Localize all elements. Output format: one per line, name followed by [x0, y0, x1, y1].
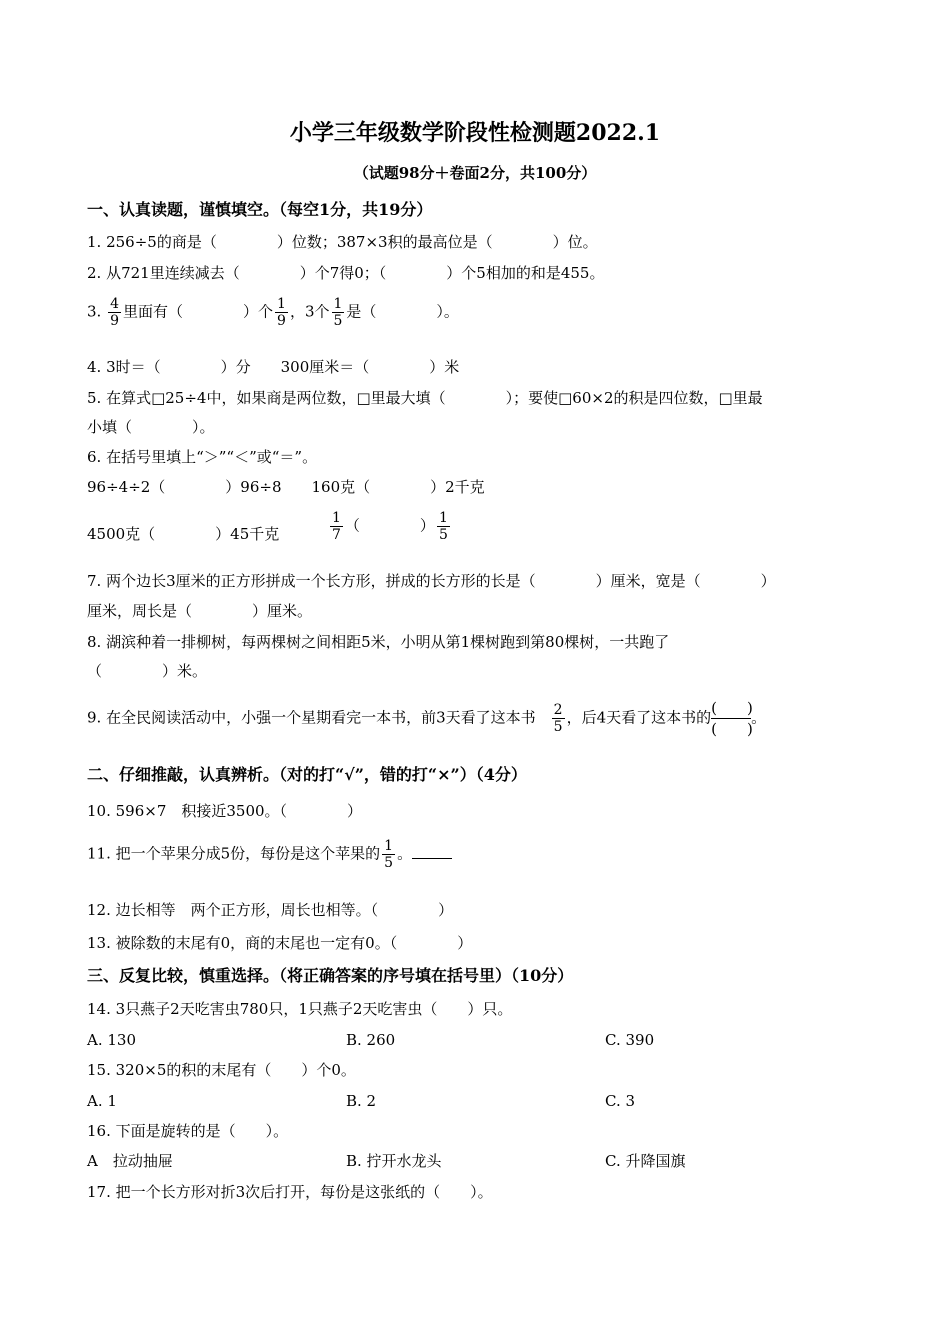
- question-17: 17. 把一个长方形对折3次后打开，每份是这张纸的（ ）。: [87, 1183, 493, 1201]
- fraction-numerator: 1: [438, 510, 448, 526]
- question-2: 2. 从721里连续减去（ ）个7得0；（ ）个5相加的和是455。: [87, 264, 605, 282]
- fraction-1-5: [382, 838, 395, 871]
- question-16-option-c: C. 升降国旗: [605, 1152, 686, 1170]
- question-7-line-1: 7. 两个边长3厘米的正方形拼成一个长方形，拼成的长方形的长是（ ）厘米，宽是（ ）: [87, 572, 776, 590]
- fraction-denominator: 7: [332, 527, 341, 543]
- question-6-fraction-compare: [328, 510, 452, 543]
- question-9: [87, 698, 766, 739]
- question-8-line-1: 8. 湖滨种着一排柳树，每两棵树之间相距5米，小明从第1棵树跑到第80棵树，一共跑了: [87, 633, 670, 651]
- fraction-numerator: 1: [332, 510, 341, 526]
- question-11-text-2: 。: [397, 844, 413, 863]
- question-5-line-1: 5. 在算式□25÷4中，如果商是两位数，□里最大填（ ）；要使□60×2的积是四位数，□里最: [87, 389, 763, 407]
- question-7-line-2: 厘米，周长是（ ）厘米。: [87, 602, 313, 620]
- fraction-denominator: 5: [438, 527, 448, 543]
- question-12: 12. 边长相等 两个正方形，周长也相等。（ ）: [87, 901, 454, 919]
- question-6: 6. 在括号里填上“＞”“＜”或“＝”。: [87, 448, 318, 466]
- fraction-numerator: 1: [277, 296, 286, 312]
- section-heading-3: 三、反复比较，慎重选择。（将正确答案的序号填在括号里）（10分）: [87, 966, 574, 985]
- fraction-denominator: 9: [110, 313, 120, 329]
- question-10: 10. 596×7 积接近3500。（ ）: [87, 802, 363, 820]
- fraction-1-7: [330, 510, 343, 543]
- question-6-row-1: 96÷4÷2（ ）96÷8 160克（ ）2千克: [87, 478, 485, 496]
- question-15: 15. 320×5的积的末尾有（ ）个0。: [87, 1061, 356, 1079]
- question-3: [87, 296, 459, 329]
- fraction-1-5: [437, 510, 450, 543]
- question-9-text-3: 。: [751, 708, 767, 727]
- blank-denominator: ( ): [711, 720, 753, 738]
- fraction-4-9: [108, 296, 121, 329]
- question-14: 14. 3只燕子2天吃害虫780只，1只燕子2天吃害虫（ ）只。: [87, 1000, 513, 1018]
- fraction-denominator: 9: [277, 313, 286, 329]
- question-9-text-2: ，后4天看了这本书的: [566, 708, 712, 727]
- question-14-option-b: B. 260: [346, 1031, 396, 1049]
- question-8-line-2: （ ）米。: [87, 662, 208, 680]
- question-11: [87, 838, 452, 871]
- section-heading-2: 二、仔细推敲，认真辨析。（对的打“√”，错的打“×”）（4分）: [87, 765, 527, 784]
- question-15-option-b: B. 2: [346, 1092, 377, 1110]
- fraction-denominator: 5: [553, 719, 563, 735]
- question-15-option-a: A. 1: [87, 1092, 117, 1110]
- fraction-denominator: 5: [333, 313, 343, 329]
- question-16-option-a: A 拉动抽屉: [87, 1152, 173, 1170]
- blank-numerator: ( ): [711, 699, 753, 717]
- page-subtitle: （试题98分＋卷面2分，共100分）: [353, 164, 597, 182]
- question-14-option-a: A. 130: [87, 1031, 136, 1049]
- question-16-option-b: B. 拧开水龙头: [346, 1152, 442, 1170]
- fraction-numerator: 1: [333, 296, 343, 312]
- question-5-line-2: 小填（ ）。: [87, 418, 215, 436]
- question-14-option-c: C. 390: [605, 1031, 655, 1049]
- answer-blank-line: [412, 858, 452, 859]
- question-4: 4. 3时＝（ ）分 300厘米＝（ ）米: [87, 358, 460, 376]
- fraction-numerator: 1: [384, 838, 394, 854]
- question-3-text-2: ，3个: [289, 302, 330, 321]
- question-11-text-1: 11. 把一个苹果分成5份，每份是这个苹果的: [87, 844, 381, 863]
- compare-blank: （ ）: [344, 516, 435, 535]
- question-16: 16. 下面是旋转的是（ ）。: [87, 1122, 289, 1140]
- question-3-text-3: 是（ ）。: [346, 302, 459, 321]
- fraction-numerator: 2: [553, 702, 563, 718]
- fraction-2-5: [552, 702, 565, 735]
- question-15-option-c: C. 3: [605, 1092, 636, 1110]
- fraction-1-9: [275, 296, 288, 329]
- fraction-numerator: 4: [110, 296, 120, 312]
- question-9-text-1: 9. 在全民阅读活动中，小强一个星期看完一本书，前3天看了这本书: [87, 708, 536, 727]
- fraction-denominator: 5: [384, 855, 394, 871]
- question-13: 13. 被除数的末尾有0，商的末尾也一定有0。（ ）: [87, 934, 473, 952]
- question-1: 1. 256÷5的商是（ ）位数；387×3积的最高位是（ ）位。: [87, 233, 598, 251]
- section-heading-1: 一、认真读题，谨慎填空。（每空1分，共19分）: [87, 200, 433, 219]
- question-3-number: 3.: [87, 302, 102, 321]
- fraction-1-5: [332, 296, 345, 329]
- question-3-text-1: 里面有（ ）个: [123, 302, 274, 321]
- page-title: 小学三年级数学阶段性检测题2022.1: [289, 120, 661, 146]
- question-6-row-2: 4500克（ ）45千克: [87, 525, 280, 543]
- blank-fraction: [711, 698, 751, 739]
